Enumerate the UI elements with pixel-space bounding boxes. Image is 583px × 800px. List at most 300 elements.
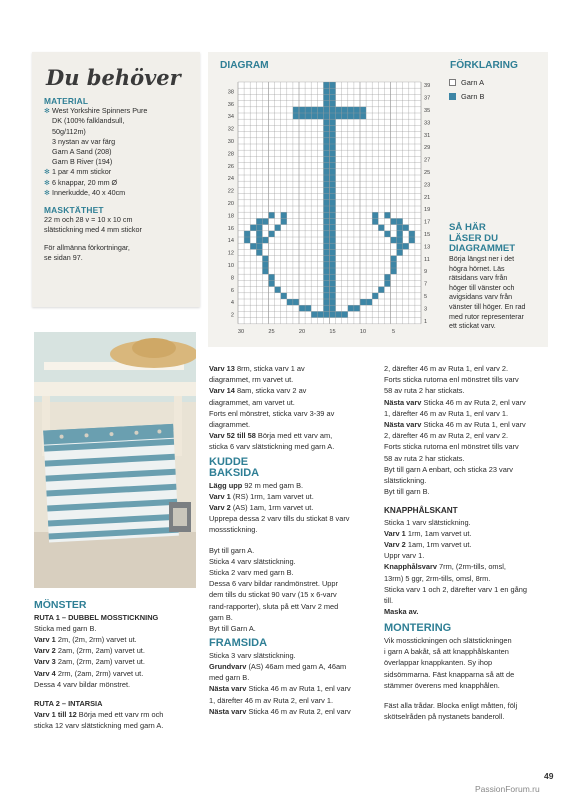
text-line: skötselråden på nystanets banderoll. xyxy=(384,712,505,722)
chart-cell-garn-b xyxy=(330,262,336,268)
chart-cell-garn-b xyxy=(323,225,329,231)
text-line: slätstickning med 4 mm stickor xyxy=(44,225,142,235)
diagram-title: DIAGRAM xyxy=(220,60,269,71)
chart-cell-garn-b xyxy=(293,113,299,119)
text-line: sticka 6 varv slätstickning med garn A. xyxy=(209,442,335,452)
chart-cell-garn-b xyxy=(323,119,329,125)
chart-cell-garn-b xyxy=(262,237,268,243)
chart-cell-garn-b xyxy=(330,163,336,169)
chart-cell-garn-b xyxy=(244,231,250,237)
text-line: Byt till garn B. xyxy=(384,487,430,497)
chart-cell-garn-b xyxy=(323,256,329,262)
axis-tick-label: 10 xyxy=(227,263,234,269)
chart-cell-garn-b xyxy=(269,212,275,218)
axis-tick-label: 10 xyxy=(359,328,367,335)
chart-cell-garn-b xyxy=(317,107,323,113)
chart-cell-garn-b xyxy=(323,305,329,311)
material-heading: MATERIAL xyxy=(44,96,89,106)
chart-cell-garn-b xyxy=(323,88,329,94)
howto-text: Börja längst ner i det högra hörnet. Läs rätsidans varv från höger till vänster och avigsidans varv från vänster till höger. En rad med rutor representerar ett stickat varv. xyxy=(449,255,526,331)
chart-cell-garn-b xyxy=(409,231,415,237)
text-line xyxy=(384,606,556,617)
chart-cell-garn-b xyxy=(323,268,329,274)
chart-cell-garn-b xyxy=(323,293,329,299)
chart-cell-garn-b xyxy=(391,268,397,274)
chart-cell-garn-b xyxy=(323,206,329,212)
text-line: Varv 3 2am, (2rm, 2am) varvet ut. xyxy=(34,657,145,667)
chart-cell-garn-b xyxy=(403,225,409,231)
chart-cell-garn-b xyxy=(323,144,329,150)
chart-cell-garn-b xyxy=(378,225,384,231)
chart-cell-garn-b xyxy=(330,231,336,237)
cushion-photo xyxy=(34,332,196,588)
chart-cell-garn-b xyxy=(354,107,360,113)
text-line: till. xyxy=(384,596,394,606)
framsida-continued-text xyxy=(384,363,556,497)
chart-cell-garn-b xyxy=(336,107,342,113)
text-line: i garn A bakåt, så att knapphålskanten xyxy=(384,647,509,657)
bold-lead: Varv 1 xyxy=(34,634,56,644)
chart-cell-garn-b xyxy=(323,113,329,119)
axis-tick-label: 36 xyxy=(227,101,234,108)
axis-tick-label: 12 xyxy=(227,250,234,257)
chart-cell-garn-b xyxy=(330,249,336,255)
chart-cell-garn-b xyxy=(403,243,409,249)
chart-cell-garn-b xyxy=(378,287,384,293)
chart-cell-garn-b xyxy=(269,274,275,280)
axis-tick-label: 29 xyxy=(424,145,431,152)
chart-cell-garn-b xyxy=(397,231,403,237)
axis-tick-label: 23 xyxy=(424,182,431,189)
chart-cell-garn-b xyxy=(330,125,336,131)
chart-cell-garn-b xyxy=(256,237,262,243)
text-line: Garn A Sand (208) xyxy=(52,147,112,157)
text-line: Sticka 4 varv slätstickning. xyxy=(209,556,296,566)
ruta2-text xyxy=(34,709,206,731)
knapphalskant-text xyxy=(384,517,556,618)
bold-lead: Knapphålsvarv xyxy=(384,562,437,572)
chart-cell-garn-b xyxy=(330,225,336,231)
chart-cell-garn-b xyxy=(330,274,336,280)
axis-tick-label: 15 xyxy=(329,328,336,335)
text-line: diagrammet, rm varvet ut. xyxy=(209,375,294,385)
text-line: överlappar knappkanten. Sy ihop xyxy=(384,658,493,668)
chart-cell-garn-b xyxy=(384,212,390,218)
chart-cell-garn-b xyxy=(256,249,262,255)
chart-cell-garn-b xyxy=(305,113,311,119)
chart-cell-garn-b xyxy=(330,181,336,187)
pattern-column-2 xyxy=(209,363,381,717)
howto-title: SÅ HÄR LÄSER DU DIAGRAMMET xyxy=(449,222,516,255)
axis-tick-label: 16 xyxy=(227,225,234,232)
chart-cell-garn-b xyxy=(330,200,336,206)
axis-tick-label: 30 xyxy=(227,139,234,145)
chart-cell-garn-b xyxy=(323,163,329,169)
text-line: Forts enl mönstret, sticka varv 3-39 av xyxy=(209,408,335,418)
chart-cell-garn-b xyxy=(330,256,336,262)
chart-cell-garn-b xyxy=(305,305,311,311)
text-line: Varv 2 2am, (2rm, 2am) varvet ut. xyxy=(34,646,145,656)
text-line: Grundvarv (AS) 46am med garn A, 46am xyxy=(209,661,347,671)
chart-cell-garn-b xyxy=(330,212,336,218)
chart-cell-garn-b xyxy=(323,107,329,113)
chart-cell-garn-b xyxy=(317,113,323,119)
text-line: slätstickning. xyxy=(384,476,427,486)
chart-cell-garn-b xyxy=(323,231,329,237)
text-line: rand-rapporter), sluta på ett Varv 2 med xyxy=(209,601,339,611)
chart-cell-garn-b xyxy=(330,237,336,243)
text-line: Varv 1 till 12 Börja med ett varv rm och xyxy=(34,710,164,720)
page-number: 49 xyxy=(544,771,554,781)
chart-cell-garn-b xyxy=(330,206,336,212)
text-line: Varv 14 8am, sticka varv 2 av xyxy=(209,386,307,396)
legend-label: Garn A xyxy=(461,78,485,87)
text-line: Vik mosstickningen och slätstickningen xyxy=(384,635,512,645)
chart-cell-garn-b xyxy=(330,138,336,144)
text-line: Sticka 2 varv med garn B. xyxy=(209,568,294,578)
chart-cell-garn-b xyxy=(323,94,329,100)
chart-cell-garn-b xyxy=(348,107,354,113)
text-line: Varv 4 2rm, (2am, 2rm) varvet ut. xyxy=(34,668,144,678)
chart-cell-garn-b xyxy=(330,293,336,299)
axis-tick-label: 14 xyxy=(227,238,234,245)
chart-cell-garn-b xyxy=(323,274,329,280)
chart-cell-garn-b xyxy=(354,305,360,311)
chart-cell-garn-b xyxy=(311,311,317,317)
axis-tick-label: 9 xyxy=(424,269,428,276)
text-line: 3 nystan av var färg xyxy=(52,136,116,146)
chart-cell-garn-b xyxy=(391,256,397,262)
chart-cell-garn-b xyxy=(250,225,256,231)
chart-cell-garn-b xyxy=(299,305,305,311)
text-line: DK (100% falklandsull, xyxy=(52,116,125,126)
chart-cell-garn-b xyxy=(330,88,336,94)
legend-title: FÖRKLARING xyxy=(450,60,518,71)
axis-tick-label: 7 xyxy=(424,281,428,288)
axis-tick-label: 39 xyxy=(424,83,431,90)
chart-cell-garn-b xyxy=(342,113,348,119)
chart-cell-garn-b xyxy=(391,218,397,224)
chart-cell-garn-b xyxy=(391,262,397,268)
chart-cell-garn-b xyxy=(281,218,287,224)
chart-cell-garn-b xyxy=(372,218,378,224)
text-line: Dessa 4 varv bildar mönstret. xyxy=(34,679,131,689)
axis-tick-label: 21 xyxy=(424,194,431,201)
text-line: Lägg upp 92 m med garn B. xyxy=(209,480,304,490)
chart-cell-garn-b xyxy=(360,107,366,113)
chart-cell-garn-b xyxy=(287,299,293,305)
axis-tick-label: 1 xyxy=(424,318,428,325)
chart-cell-garn-b xyxy=(384,231,390,237)
bold-lead: Lägg upp xyxy=(209,480,243,490)
text-line: 1, därefter 46 m av Ruta 2, enl varv 1. xyxy=(209,695,334,705)
chart-cell-garn-b xyxy=(336,311,342,317)
framsida-text xyxy=(209,650,381,717)
text-line: För allmänna förkortningar, xyxy=(44,242,130,252)
chart-cell-garn-b xyxy=(323,132,329,138)
text-line: med garn B. xyxy=(209,673,250,683)
axis-tick-label: 30 xyxy=(237,328,245,335)
axis-tick-label: 11 xyxy=(424,256,430,263)
chart-cell-garn-b xyxy=(366,299,372,305)
axis-tick-label: 25 xyxy=(424,170,431,176)
chart-cell-garn-b xyxy=(262,256,268,262)
axis-tick-label: 26 xyxy=(227,163,234,170)
garn-b-swatch xyxy=(449,93,456,100)
chart-cell-garn-b xyxy=(323,249,329,255)
axis-tick-label: 24 xyxy=(227,176,234,183)
chart-cell-garn-b xyxy=(330,305,336,311)
chart-cell-garn-b xyxy=(330,194,336,200)
text-line: Varv 1 (RS) 1rm, 1am varvet ut. xyxy=(209,491,314,501)
text-line: garn B. xyxy=(209,612,233,622)
legend-label: Garn B xyxy=(461,92,485,101)
bold-lead: Grundvarv xyxy=(209,661,247,671)
baksida-text xyxy=(209,480,381,635)
bold-lead: Maska av. xyxy=(384,607,419,617)
text-line: sticka 12 varv slätstickning med garn A. xyxy=(34,721,164,731)
chart-cell-garn-b xyxy=(299,107,305,113)
text-line: Sticka 1 varv slätstickning. xyxy=(384,517,471,527)
chart-cell-garn-b xyxy=(336,113,342,119)
axis-tick-label: 19 xyxy=(424,207,431,214)
text-line: ✻ 6 knappar, 20 mm Ø xyxy=(44,177,118,187)
bold-lead: Varv 2 xyxy=(209,503,231,513)
pattern-column-1 xyxy=(34,600,206,732)
chart-cell-garn-b xyxy=(281,293,287,299)
text-line xyxy=(209,536,381,545)
chart-cell-garn-b xyxy=(323,212,329,218)
intarsia-continued-text xyxy=(209,363,381,453)
chart-cell-garn-b xyxy=(323,175,329,181)
chart-cell-garn-b xyxy=(323,101,329,107)
chart-cell-garn-b xyxy=(384,280,390,286)
chart-cell-garn-b xyxy=(275,225,281,231)
chart-cell-garn-b xyxy=(293,299,299,305)
gauge-heading: MASKTÄTHET xyxy=(44,205,104,216)
chart-cell-garn-b xyxy=(391,237,397,243)
axis-tick-label: 5 xyxy=(424,294,428,300)
chart-cell-garn-b xyxy=(323,181,329,187)
chart-cell-garn-b xyxy=(330,299,336,305)
text-line: 2, därefter 46 m av Ruta 2, enl varv 2. xyxy=(384,431,509,441)
text-line: diagrammet. xyxy=(209,420,251,430)
chart-cell-garn-b xyxy=(330,156,336,162)
knapphalskant-heading: KNAPPHÅLSKANT xyxy=(384,506,458,516)
bold-lead: Varv 1 xyxy=(209,491,231,501)
chart-cell-garn-b xyxy=(323,138,329,144)
chart-cell-garn-b xyxy=(330,175,336,181)
text-line: Byt till Garn A. xyxy=(209,624,256,634)
bold-lead: Varv 4 xyxy=(34,668,56,678)
chart-cell-garn-b xyxy=(269,231,275,237)
text-line: Nästa varv Sticka 46 m av Ruta 2, enl varv xyxy=(384,397,526,407)
chart-cell-garn-b xyxy=(330,101,336,107)
text-line: Nästa varv Sticka 46 m av Ruta 2, enl varv xyxy=(209,706,351,716)
text-line: Byt till garn A enbart, och sticka 23 varv xyxy=(384,464,513,474)
materials-card xyxy=(32,52,200,307)
chart-cell-garn-b xyxy=(397,237,403,243)
text-line: Sticka med garn B. xyxy=(34,623,97,633)
bold-lead: Varv 14 xyxy=(209,386,235,396)
chart-cell-garn-b xyxy=(323,156,329,162)
chart-cell-garn-b xyxy=(330,144,336,150)
text-line: Forts sticka rutorna enl mönstret tills varv xyxy=(384,442,519,452)
chart-cell-garn-b xyxy=(323,150,329,156)
axis-tick-label: 20 xyxy=(227,201,234,207)
chart-cell-garn-b xyxy=(256,231,262,237)
chart-cell-garn-b xyxy=(323,287,329,293)
chart-cell-garn-b xyxy=(330,311,336,317)
bold-lead: Varv 1 till 12 xyxy=(34,710,77,720)
chart-cell-garn-b xyxy=(323,311,329,317)
text-line: Dessa 6 varv bildar randmönstret. Uppr xyxy=(209,579,338,589)
text-line: ✻ West Yorkshire Spinners Pure xyxy=(44,106,148,116)
text-line: stämmer överens med knapphålen. xyxy=(384,680,500,690)
chart-cell-garn-b xyxy=(311,113,317,119)
bullet-star-icon: ✻ xyxy=(44,177,51,187)
bold-lead: Varv 2 xyxy=(34,646,56,656)
text-line: diagrammet, am varvet ut. xyxy=(209,397,295,407)
diagram-panel xyxy=(208,52,548,347)
chart-cell-garn-b xyxy=(330,287,336,293)
axis-tick-label: 3 xyxy=(424,306,428,313)
chart-cell-garn-b xyxy=(348,113,354,119)
chart-cell-garn-b xyxy=(311,107,317,113)
text-line: dem tills du stickat 90 varv (15 x 6-varv xyxy=(209,590,337,600)
bold-lead: Varv 2 xyxy=(384,540,406,550)
chart-cell-garn-b xyxy=(384,274,390,280)
axis-tick-label: 5 xyxy=(391,328,396,335)
axis-tick-label: 15 xyxy=(424,232,431,238)
axis-tick-label: 35 xyxy=(424,108,431,114)
chart-cell-garn-b xyxy=(323,243,329,249)
chart-cell-garn-b xyxy=(323,187,329,193)
chart-cell-garn-b xyxy=(256,218,262,224)
text-line: Sticka varv 1 och 2, därefter varv 1 en gång xyxy=(384,584,527,594)
chart-cell-garn-b xyxy=(323,280,329,286)
chart-cell-garn-b xyxy=(323,82,329,88)
chart-cell-garn-b xyxy=(354,113,360,119)
chart-cell-garn-b xyxy=(323,299,329,305)
bullet-star-icon: ✻ xyxy=(44,187,51,197)
chart-cell-garn-b xyxy=(360,113,366,119)
text-line: Nästa varv Sticka 46 m av Ruta 1, enl varv xyxy=(209,684,351,694)
chart-cell-garn-b xyxy=(323,200,329,206)
text-line: Upprepa dessa 2 varv tills du stickat 8 varv xyxy=(209,514,350,524)
chart-cell-garn-b xyxy=(281,212,287,218)
ruta2-heading: RUTA 2 – INTARSIA xyxy=(34,698,103,708)
bold-lead: Nästa varv xyxy=(209,684,247,694)
bullet-star-icon: ✻ xyxy=(44,106,51,116)
axis-tick-label: 4 xyxy=(230,300,234,307)
chart-cell-garn-b xyxy=(323,262,329,268)
axis-tick-label: 32 xyxy=(227,126,234,133)
chart-cell-garn-b xyxy=(244,237,250,243)
bullet-star-icon: ✻ xyxy=(44,167,51,177)
chart-cell-garn-b xyxy=(323,218,329,224)
text-line: Varv 1 2m, (2m, 2rm) varvet ut. xyxy=(34,634,137,644)
kudde-baksida-heading: KUDDE BAKSIDA xyxy=(209,455,260,480)
text-line: Nästa varv Sticka 46 m av Ruta 1, enl varv xyxy=(384,420,526,430)
chart-cell-garn-b xyxy=(397,218,403,224)
text-line: 58 av ruta 2 har stickats. xyxy=(384,453,465,463)
ruta1-heading: RUTA 1 – DUBBEL MOSSTICKNING xyxy=(34,612,159,622)
chart-cell-garn-b xyxy=(262,268,268,274)
axis-tick-label: 33 xyxy=(424,120,431,127)
bold-lead: Varv 52 till 58 xyxy=(209,431,256,441)
chart-cell-garn-b xyxy=(397,243,403,249)
gauge-text xyxy=(44,215,190,235)
chart-cell-garn-b xyxy=(409,237,415,243)
material-list xyxy=(44,106,190,198)
bold-lead: Nästa varv xyxy=(209,706,247,716)
chart-cell-garn-b xyxy=(256,243,262,249)
chart-cell-garn-b xyxy=(342,107,348,113)
montering-text xyxy=(384,635,556,722)
text-line: Garn B River (194) xyxy=(52,157,113,167)
bold-lead: Varv 13 xyxy=(209,364,235,373)
axis-tick-label: 22 xyxy=(227,188,234,195)
chart-cell-garn-b xyxy=(250,243,256,249)
text-line: Varv 1 1rm, 1am varvet ut. xyxy=(384,528,472,538)
axis-tick-label: 28 xyxy=(227,151,234,158)
chart-cell-garn-b xyxy=(342,311,348,317)
chart-cell-garn-b xyxy=(317,311,323,317)
text-line: 50g/112m) xyxy=(52,126,86,136)
chart-cell-garn-b xyxy=(330,82,336,88)
abbreviations-note xyxy=(44,243,190,263)
chart-cell-garn-b xyxy=(330,150,336,156)
chart-cell-garn-b xyxy=(293,107,299,113)
axis-tick-label: 25 xyxy=(268,328,275,335)
axis-tick-label: 17 xyxy=(424,219,431,226)
axis-tick-label: 27 xyxy=(424,157,431,164)
garn-a-swatch xyxy=(449,79,456,86)
text-line: 58 av ruta 2 har stickats. xyxy=(384,386,465,396)
chart-cell-garn-b xyxy=(323,169,329,175)
text-line: Forts sticka rutorna enl mönstret tills varv xyxy=(384,375,519,385)
chart-cell-garn-b xyxy=(330,94,336,100)
axis-tick-label: 18 xyxy=(227,213,234,220)
text-line: ✻ 1 par 4 mm stickor xyxy=(44,167,112,177)
chart-cell-garn-b xyxy=(330,187,336,193)
legend-item-garn-a xyxy=(449,78,484,87)
axis-tick-label: 31 xyxy=(424,132,431,139)
bold-lead: Nästa varv xyxy=(384,420,422,430)
text-line: Varv 2 (AS) 1am, 1rm varvet ut. xyxy=(209,503,314,513)
chart-cell-garn-b xyxy=(323,194,329,200)
axis-tick-label: 13 xyxy=(424,244,431,251)
chart-cell-garn-b xyxy=(330,132,336,138)
chart-cell-garn-b xyxy=(323,237,329,243)
text-line: 13rm) 5 ggr, 2rm-tills, omsl, 8rm. xyxy=(384,573,491,583)
chart-cell-garn-b xyxy=(262,218,268,224)
bold-lead: Varv 3 xyxy=(34,657,56,667)
chart-cell-garn-b xyxy=(299,113,305,119)
chart-cell-garn-b xyxy=(330,280,336,286)
chart-cell-garn-b xyxy=(397,249,403,255)
montering-heading: MONTERING xyxy=(384,622,452,635)
chart-cell-garn-b xyxy=(372,293,378,299)
bold-lead: Nästa varv xyxy=(384,397,422,407)
pattern-column-3 xyxy=(384,363,556,722)
chart-cell-garn-b xyxy=(372,212,378,218)
text-line: Varv 2 1am, 1rm varvet ut. xyxy=(384,540,472,550)
chart-cell-garn-b xyxy=(275,287,281,293)
text-line xyxy=(384,691,556,700)
text-line: Fäst alla trådar. Blocka enligt måtten, följ xyxy=(384,700,518,710)
